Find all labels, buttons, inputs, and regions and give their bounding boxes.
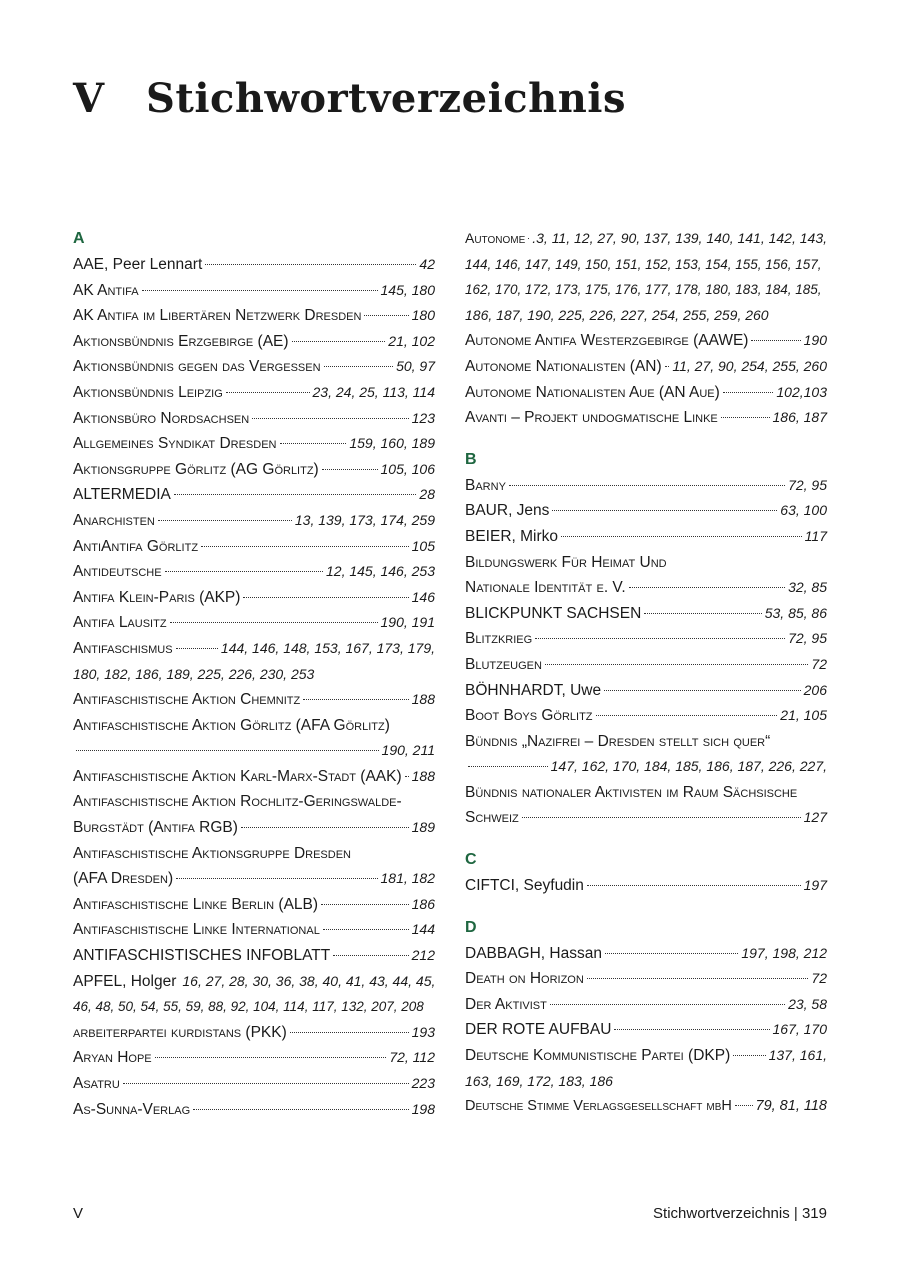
entry-term: Antifaschistische Linke Berlin (ALB) — [73, 895, 319, 913]
entry-pages: 72, 95 — [788, 476, 827, 493]
index-entry — [73, 1097, 435, 1123]
index-entry — [465, 405, 827, 431]
index-entry — [73, 482, 435, 508]
index-entry — [465, 575, 827, 601]
entry-term: Bündnis „Nazifrei – Dresden stellt sich quer“ — [465, 732, 771, 750]
entry-term: Antifaschistische Aktion Görlitz (AFA Görlitz) — [73, 716, 390, 734]
entry-pages: 105 — [411, 537, 435, 554]
leader-dots — [629, 586, 785, 588]
index-entry — [465, 729, 827, 755]
index-entry — [73, 841, 435, 867]
leader-dots — [76, 749, 379, 751]
entry-term: Der Aktivist — [465, 995, 547, 1013]
entry-page-continuation: 46, 48, 50, 54, 55, 59, 88, 92, 104, 114, 117, 132, 207, 208 — [73, 999, 424, 1015]
index-entry — [465, 226, 827, 252]
entry-pages: 188 — [411, 767, 435, 784]
entry-pages: 28 — [419, 486, 435, 503]
entry-term: As-Sunna-Verlag — [73, 1100, 191, 1118]
leader-dots — [241, 826, 409, 828]
entry-term: Barny — [465, 476, 506, 494]
leader-dots — [158, 519, 292, 521]
entry-pages: 137, 161, — [768, 1047, 827, 1064]
index-section-a — [73, 226, 435, 1122]
entry-term: Antifaschismus — [73, 639, 173, 657]
entry-pages: 72, 112 — [389, 1049, 435, 1066]
index-entry — [465, 941, 827, 967]
entry-pages: 102,103 — [776, 383, 827, 400]
index-entry — [465, 992, 827, 1018]
entry-term: Aktionsbüro Nordsachsen — [73, 409, 250, 427]
leader-dots — [155, 1056, 387, 1058]
footer-page-label: Stichwortverzeichnis | 319 — [653, 1205, 827, 1222]
leader-dots — [552, 509, 777, 511]
entry-pages: 188 — [411, 691, 435, 708]
leader-dots — [751, 339, 800, 341]
entry-pages: 198 — [411, 1100, 435, 1117]
index-entry — [73, 789, 435, 815]
index-entry — [73, 303, 435, 329]
leader-dots — [176, 647, 218, 649]
index-entry — [465, 652, 827, 678]
entry-term: BEIER, Mirko — [465, 527, 559, 545]
leader-dots — [723, 391, 774, 393]
entry-term: Antifa Lausitz — [73, 614, 167, 632]
leader-dots — [535, 637, 785, 639]
page-title — [73, 75, 626, 122]
entry-page-continuation — [465, 754, 827, 780]
leader-dots — [721, 416, 770, 418]
entry-term: Bündnis nationaler Aktivisten im Raum Sächsische — [465, 783, 798, 801]
index-entry — [73, 866, 435, 892]
entry-term: Blutzeugen — [465, 655, 542, 673]
leader-dots — [280, 442, 347, 444]
entry-term: Aryan Hope — [73, 1049, 152, 1067]
index-entry — [73, 252, 435, 278]
entry-pages: 144 — [411, 921, 435, 938]
index-entry — [73, 969, 435, 995]
entry-term: Death on Horizon — [465, 970, 584, 988]
entry-term: ANTIFASCHISTISCHES INFOBLATT — [73, 947, 331, 965]
index-entry — [465, 601, 827, 627]
entry-term: AK Antifa im Libertären Netzwerk Dresden — [73, 307, 362, 325]
entry-term: Antifaschistische Aktion Karl-Marx-Stadt (AAK) — [73, 767, 402, 785]
entry-pages: 21, 102 — [388, 332, 435, 349]
leader-dots — [123, 1082, 409, 1084]
leader-dots — [290, 1031, 409, 1033]
entry-term: Aktionsbündnis Leipzig — [73, 383, 223, 401]
index-column-right — [465, 226, 827, 1136]
section-letter: B — [465, 450, 477, 468]
leader-dots — [405, 775, 409, 777]
entry-pages: 11, 27, 90, 254, 255, 260 — [672, 357, 827, 374]
entry-pages: 117 — [804, 527, 827, 544]
index-entry — [73, 1071, 435, 1097]
leader-dots — [321, 903, 409, 905]
index-entry — [465, 1043, 827, 1069]
leader-dots — [322, 468, 378, 470]
entry-pages: 206 — [803, 681, 827, 698]
entry-term: DABBAGH, Hassan — [465, 944, 602, 962]
entry-term: Nationale Identität e. V. — [465, 579, 626, 597]
index-entry — [73, 815, 435, 841]
entry-pages: 145, 180 — [380, 281, 435, 298]
entry-pages: 21, 105 — [780, 707, 827, 724]
leader-dots — [170, 621, 378, 623]
index-entry — [73, 1045, 435, 1071]
leader-dots — [292, 340, 386, 342]
leader-dots — [226, 391, 310, 393]
leader-dots — [303, 698, 408, 700]
entry-page-continuation: 163, 169, 172, 183, 186 — [465, 1072, 613, 1089]
index-entry — [73, 610, 435, 636]
index-entry — [465, 805, 827, 831]
index-entry — [73, 329, 435, 355]
entry-page-continuation: 186, 187, 190, 225, 226, 227, 254, 255, 259, 260 — [465, 306, 769, 323]
leader-dots — [176, 877, 377, 879]
index-entry — [73, 278, 435, 304]
entry-term: CIFTCI, Seyfudin — [465, 877, 584, 895]
chapter-number: V — [73, 75, 105, 122]
index-entry — [465, 678, 827, 704]
leader-dots — [587, 884, 801, 886]
leader-dots — [468, 765, 548, 767]
entry-term: AntiAntifa Görlitz — [73, 537, 199, 555]
index-entry — [465, 380, 827, 406]
index-entry — [465, 354, 827, 380]
entry-pages: 79, 81, 118 — [755, 1098, 827, 1115]
leader-dots — [364, 314, 408, 316]
entry-pages: 127 — [803, 809, 827, 826]
entry-pages: 16, 27, 28, 30, 36, 38, 40, 41, 43, 44, 45, — [182, 972, 436, 989]
entry-term: Allgemeines Syndikat Dresden — [73, 435, 277, 453]
index-entry — [73, 380, 435, 406]
entry-pages: 190, 191 — [380, 614, 435, 631]
index-entry — [465, 473, 827, 499]
entry-pages: 197 — [803, 877, 827, 894]
entry-term: Antifaschistische Aktion Chemnitz — [73, 691, 301, 709]
leader-dots — [545, 663, 808, 665]
section-letter: D — [465, 918, 477, 936]
leader-dots — [614, 1028, 769, 1030]
entry-term: Anarchisten — [73, 511, 155, 529]
leader-dots — [252, 417, 408, 419]
leader-dots — [733, 1054, 765, 1056]
leader-dots — [193, 1108, 409, 1110]
leader-dots — [587, 977, 809, 979]
entry-term: Autonome Antifa Westerzgebirge (AAWE) — [465, 332, 749, 350]
leader-dots — [605, 952, 738, 954]
index-entry — [73, 713, 435, 739]
index-entry — [465, 550, 827, 576]
section-letter: C — [465, 851, 477, 869]
entry-term: AK Antifa — [73, 281, 139, 299]
index-entry — [73, 636, 435, 662]
index-entry — [465, 780, 827, 806]
entry-pages: 42 — [419, 256, 435, 272]
leader-dots — [550, 1003, 785, 1005]
index-entry — [73, 457, 435, 483]
index-entry — [465, 1017, 827, 1043]
entry-pages: 181, 182 — [380, 870, 435, 887]
index-entry — [73, 917, 435, 943]
index-entry — [465, 873, 827, 899]
leader-dots — [333, 954, 408, 956]
leader-dots — [165, 570, 323, 572]
index-entry — [73, 534, 435, 560]
index-entry — [465, 328, 827, 354]
index-entry — [73, 508, 435, 534]
entry-pages: 186 — [411, 895, 435, 912]
leader-dots — [561, 535, 802, 537]
entry-term: Antifaschistische Linke International — [73, 921, 320, 939]
entry-pages: 186, 187 — [772, 409, 827, 426]
entry-pages: 23, 24, 25, 113, 114 — [312, 383, 435, 400]
footer-chapter: V — [73, 1205, 84, 1222]
entry-term: (AFA Dresden) — [73, 870, 174, 888]
index-entry — [73, 354, 435, 380]
entry-pages: 72 — [811, 970, 827, 987]
entry-term: Autonome — [465, 230, 526, 246]
entry-pages: 144, 146, 148, 153, 167, 173, 179, — [220, 639, 435, 656]
entry-pages: 223 — [411, 1075, 435, 1091]
entry-pages: .3, 11, 12, 27, 90, 137, 139, 140, 141, 142, 143, — [532, 230, 827, 246]
entry-pages: 105, 106 — [380, 460, 435, 477]
leader-dots — [509, 484, 785, 486]
entry-term: Asatru — [73, 1075, 120, 1092]
index-entry — [73, 1020, 435, 1046]
index-entry — [73, 943, 435, 969]
index-section-c — [465, 847, 827, 899]
leader-dots — [604, 689, 801, 691]
leader-dots — [735, 1104, 753, 1106]
entry-pages: 146 — [411, 588, 435, 605]
leader-dots — [644, 612, 761, 614]
entry-term: BLICKPUNKT SACHSEN — [465, 604, 642, 622]
entry-pages: 197, 198, 212 — [741, 944, 827, 961]
entry-pages: 12, 145, 146, 253 — [326, 563, 435, 580]
chapter-title: Stichwortverzeichnis — [146, 75, 627, 122]
index-entry — [73, 764, 435, 790]
entry-pages: 159, 160, 189 — [349, 435, 435, 452]
leader-dots — [522, 816, 801, 818]
entry-term: Aktionsbündnis gegen das Vergessen — [73, 358, 321, 376]
index-entry — [73, 585, 435, 611]
entry-term: Antideutsche — [73, 563, 162, 581]
index-entry — [465, 703, 827, 729]
entry-pages: 190, 211 — [381, 742, 435, 759]
entry-term: BAUR, Jens — [465, 502, 550, 520]
entry-pages: 50, 97 — [396, 358, 435, 375]
index-entry — [465, 1094, 827, 1120]
index-section-d — [465, 915, 827, 1120]
leader-dots — [201, 545, 409, 547]
index-column-left — [73, 226, 435, 1138]
entry-pages: 212 — [411, 947, 435, 964]
entry-term: Aktionsbündnis Erzgebirge (AE) — [73, 332, 289, 350]
entry-term: Boot Boys Görlitz — [465, 707, 593, 725]
entry-term: Autonome Nationalisten (AN) — [465, 357, 662, 375]
leader-dots — [174, 493, 417, 495]
entry-term: Burgstädt (Antifa RGB) — [73, 819, 238, 837]
entry-term: AAE, Peer Lennart — [73, 256, 203, 273]
entry-page-continuation: 180, 182, 186, 189, 225, 226, 230, 253 — [73, 665, 315, 682]
index-entry — [73, 559, 435, 585]
entry-term: DER ROTE AUFBAU — [465, 1021, 612, 1039]
section-letter: A — [73, 230, 85, 247]
entry-term: Blitzkrieg — [465, 630, 533, 648]
entry-pages: 167, 170 — [772, 1021, 827, 1038]
entry-term: Schweiz — [465, 809, 519, 827]
leader-dots — [596, 714, 778, 716]
index-entry — [465, 966, 827, 992]
entry-term: APFEL, Holger — [73, 972, 177, 990]
leader-dots — [243, 596, 408, 598]
entry-page-continuation: 162, 170, 172, 173, 175, 176, 177, 178, 180, 183, 184, 185, — [465, 282, 822, 298]
index-section-a-continued — [465, 226, 827, 431]
index-entry — [73, 406, 435, 432]
leader-dots — [665, 365, 670, 367]
entry-term: arbeiterpartei kurdistans (PKK) — [73, 1023, 287, 1041]
entry-pages: 53, 85, 86 — [764, 604, 827, 621]
entry-pages: 190 — [803, 332, 827, 349]
entry-pages: 193 — [411, 1023, 435, 1040]
entry-term: Autonome Nationalisten Aue (AN Aue) — [465, 383, 720, 401]
index-entry — [73, 431, 435, 457]
entry-term: Aktionsgruppe Görlitz (AG Görlitz) — [73, 460, 319, 478]
index-entry — [465, 626, 827, 652]
entry-pages: 72, 95 — [788, 630, 827, 647]
entry-pages: 123 — [411, 409, 435, 426]
entry-page-continuation: 144, 146, 147, 149, 150, 151, 152, 153, 154, 155, 156, 157, — [465, 256, 822, 272]
entry-term: Deutsche Stimme Verlagsgesellschaft mbH — [465, 1098, 732, 1115]
index-entry — [465, 498, 827, 524]
entry-pages: 63, 100 — [780, 502, 827, 519]
entry-term: Antifaschistische Aktion Rochlitz-Geringswalde- — [73, 793, 402, 811]
leader-dots — [323, 928, 409, 930]
leader-dots — [142, 289, 378, 291]
entry-pages: 32, 85 — [788, 579, 827, 596]
entry-pages: 147, 162, 170, 184, 185, 186, 187, 226, 227, — [550, 758, 827, 775]
leader-dots — [324, 365, 394, 367]
entry-term: Avanti – Projekt undogmatische Linke — [465, 409, 718, 427]
index-entry — [73, 687, 435, 713]
entry-term: Bildungswerk Für Heimat Und — [465, 553, 667, 571]
entry-pages: 189 — [411, 819, 435, 836]
entry-term: Deutsche Kommunistische Partei (DKP) — [465, 1047, 731, 1065]
entry-term: Antifa Klein-Paris (AKP) — [73, 588, 241, 606]
entry-pages: 180 — [411, 307, 435, 324]
entry-pages: 72 — [811, 655, 827, 672]
index-section-b — [465, 447, 827, 831]
entry-pages: 23, 58 — [788, 995, 827, 1012]
index-entry — [73, 892, 435, 918]
index-entry — [465, 524, 827, 550]
entry-pages: 13, 139, 173, 174, 259 — [294, 511, 435, 528]
entry-page-continuation — [73, 738, 435, 764]
entry-term: BÖHNHARDT, Uwe — [465, 681, 602, 699]
entry-term: ALTERMEDIA — [73, 486, 171, 504]
leader-dots — [528, 237, 529, 239]
leader-dots — [205, 263, 416, 265]
entry-term: Antifaschistische Aktionsgruppe Dresden — [73, 844, 351, 862]
